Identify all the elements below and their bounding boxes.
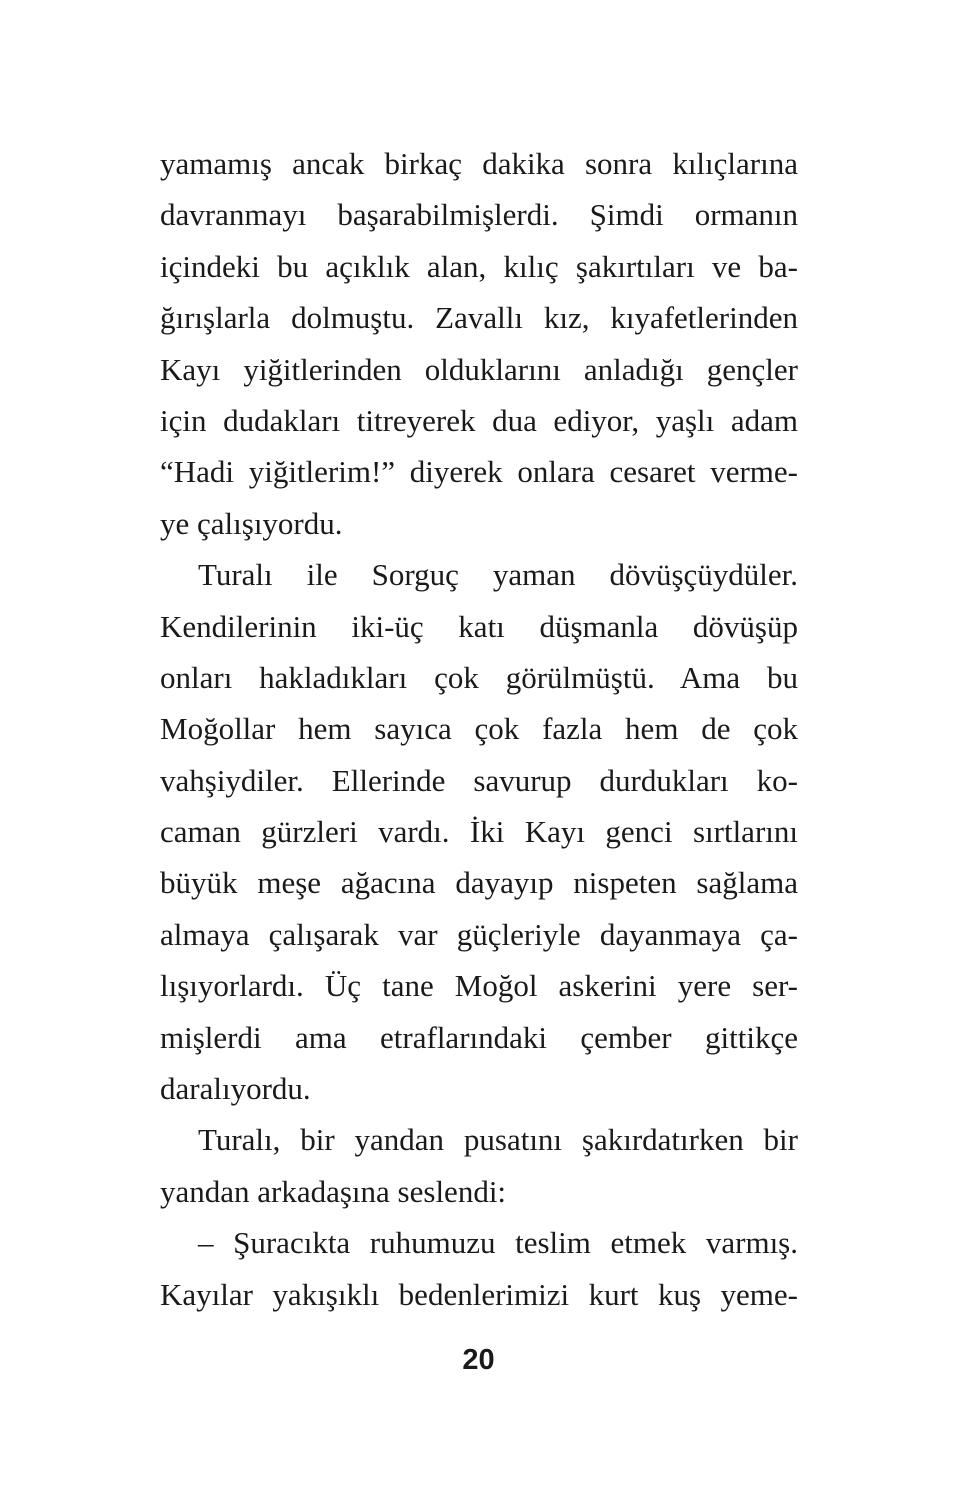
text-line: için dudakları titreyerek dua ediyor, yaşlı adam xyxy=(160,402,798,438)
text-line: mişlerdi ama etraflarındaki çember gittikçe xyxy=(160,1019,798,1055)
page-number: 20 xyxy=(462,1344,495,1376)
text-line: vahşiydiler. Ellerinde savurup durdukları ko- xyxy=(160,762,798,798)
text-line: Moğollar hem sayıca çok fazla hem de çok xyxy=(160,711,798,747)
text-line: Kayılar yakışıklı bedenlerimizi kurt kuş yeme- xyxy=(160,1276,798,1312)
text-line: yamamış ancak birkaç dakika sonra kılıçlarına xyxy=(160,146,798,181)
text-line: almaya çalışarak var güçleriyle dayanmaya ça- xyxy=(160,916,798,952)
text-line: Turalı, bir yandan pusatını şakırdatırken bir xyxy=(198,1122,798,1158)
text-line: lışıyorlardı. Üç tane Moğol askerini yere ser- xyxy=(160,968,798,1004)
text-line: Kayı yiğitlerinden olduklarını anladığı gençler xyxy=(160,351,798,387)
text-line: ğırışlarla dolmuştu. Zavallı kız, kıyafetlerinden xyxy=(160,300,798,336)
text-line: daralıyordu. xyxy=(160,1071,311,1107)
text-line: büyük meşe ağacına dayayıp nispeten sağlama xyxy=(160,865,798,901)
text-line: – Şuracıkta ruhumuzu teslim etmek varmış. xyxy=(198,1225,798,1261)
text-line: caman gürzleri vardı. İki Kayı genci sırtlarını xyxy=(160,814,798,850)
text-line: içindeki bu açıklık alan, kılıç şakırtıları ve ba- xyxy=(160,248,798,284)
text-line: “Hadi yiğitlerim!” diyerek onlara cesaret verme- xyxy=(160,454,798,490)
text-line: Turalı ile Sorguç yaman dövüşçüydüler. xyxy=(198,557,798,593)
body-text xyxy=(160,138,798,1320)
text-line: ye çalışıyordu. xyxy=(160,505,343,541)
text-line: onları hakladıkları çok görülmüştü. Ama bu xyxy=(160,659,798,695)
text-line: yandan arkadaşına seslendi: xyxy=(160,1173,507,1209)
text-line: davranmayı başarabilmişlerdi. Şimdi ormanın xyxy=(160,197,798,233)
text-line: Kendilerinin iki-üç katı düşmanla dövüşüp xyxy=(160,608,798,644)
